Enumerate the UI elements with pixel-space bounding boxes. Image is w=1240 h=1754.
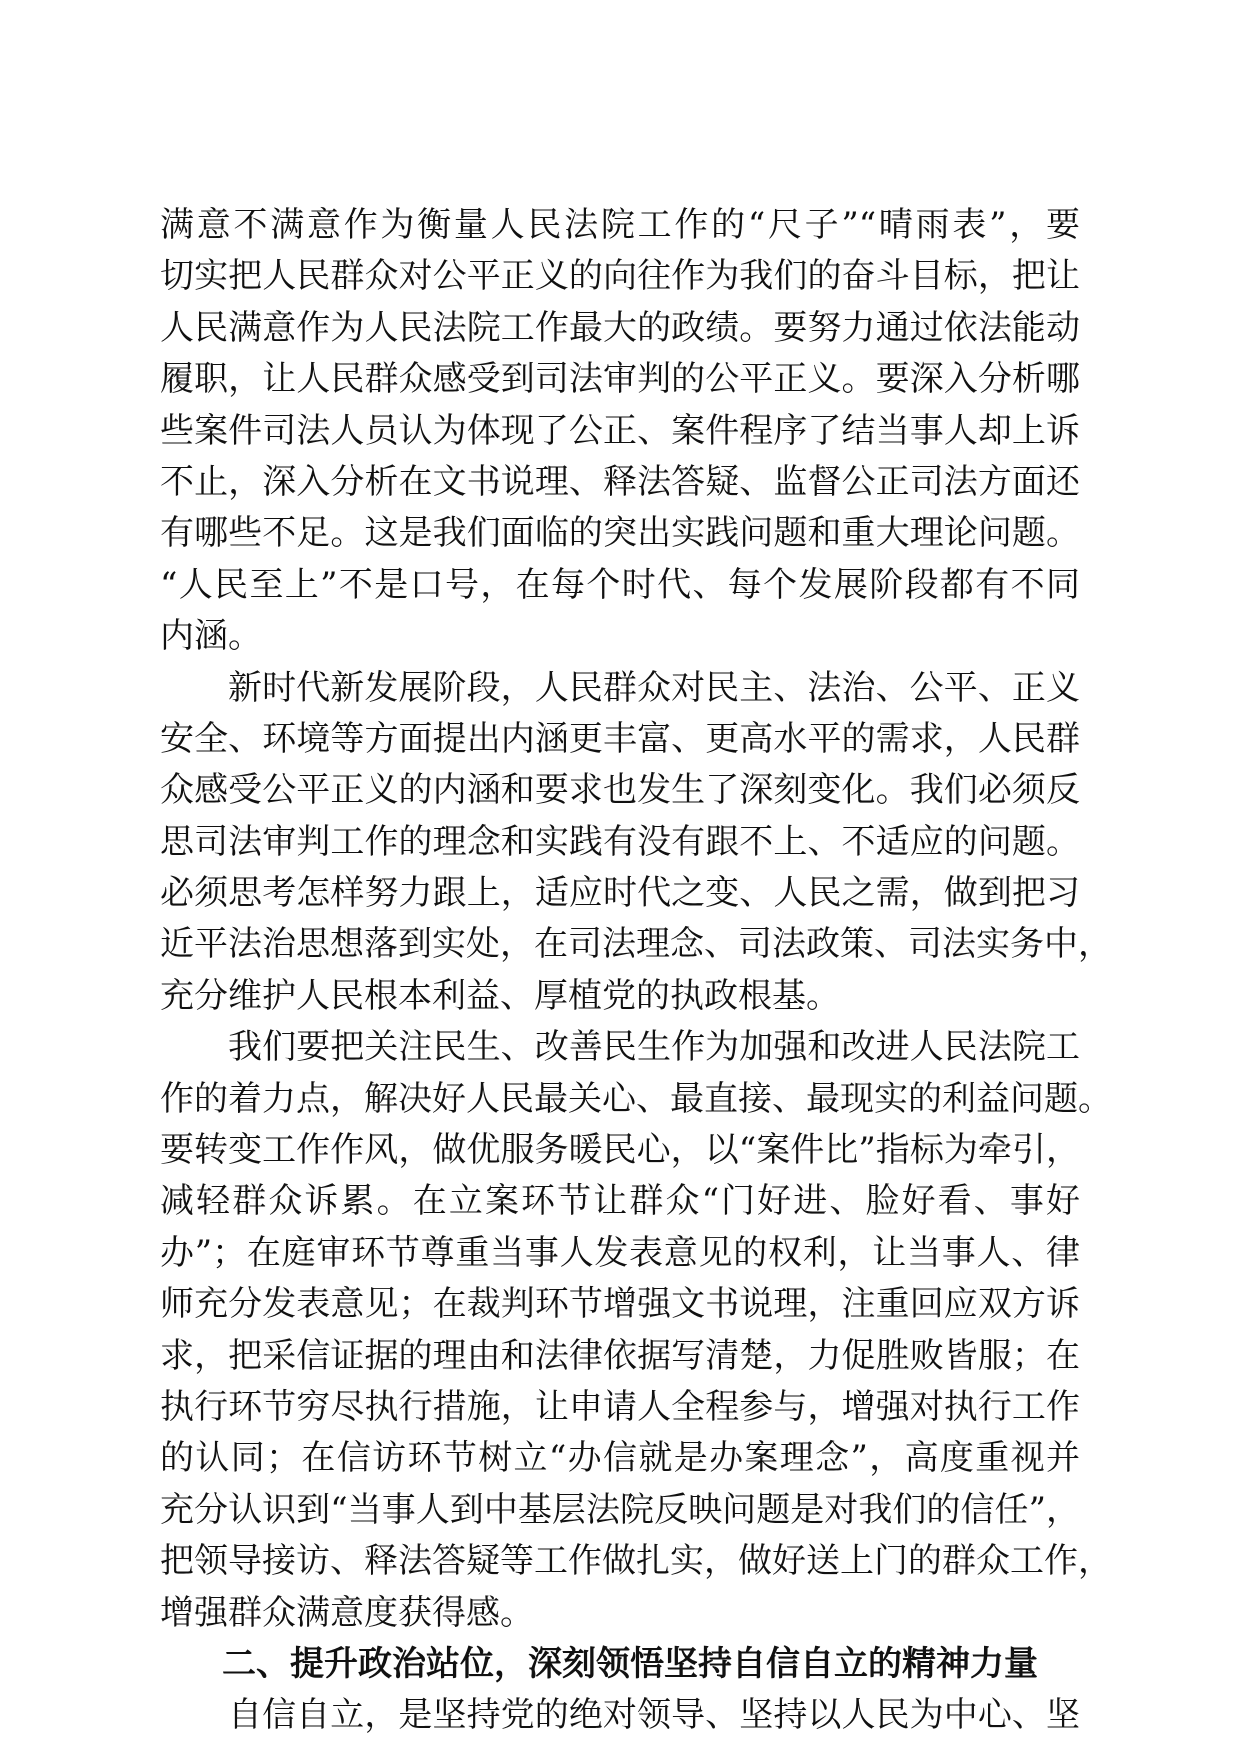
text-line: 要转变工作作风，做优服务暖民心，以“案件比”指标为牵引， bbox=[160, 1130, 1080, 1171]
text-line: 充分维护人民根本利益、厚植党的执政根基。 bbox=[160, 975, 840, 1016]
text-line: 履职，让人民群众感受到司法审判的公平正义。要深入分析哪 bbox=[160, 359, 1080, 400]
text-line: 切实把人民群众对公平正义的向往作为我们的奋斗目标，把让 bbox=[160, 256, 1080, 297]
paragraph-first-line: 我们要把关注民生、改善民生作为加强和改进人民法院工 bbox=[228, 1027, 1080, 1068]
text-line: 求，把采信证据的理由和法律依据写清楚，力促胜败皆服；在 bbox=[160, 1335, 1080, 1376]
text-line: 充分认识到“当事人到中基层法院反映问题是对我们的信任”， bbox=[160, 1489, 1080, 1530]
text-line: 安全、环境等方面提出内涵更丰富、更高水平的需求，人民群 bbox=[160, 718, 1080, 759]
text-line: 把领导接访、释法答疑等工作做扎实，做好送上门的群众工作， bbox=[160, 1541, 1112, 1582]
text-line: 众感受公平正义的内涵和要求也发生了深刻变化。我们必须反 bbox=[160, 770, 1080, 811]
text-line: 内涵。 bbox=[160, 616, 262, 657]
text-line: 必须思考怎样努力跟上，适应时代之变、人民之需，做到把习 bbox=[160, 873, 1080, 914]
text-line: 减轻群众诉累。在立案环节让群众“门好进、脸好看、事好 bbox=[160, 1181, 1080, 1222]
paragraph-first-line: 自信自立，是坚持党的绝对领导、坚持以人民为中心、坚 bbox=[228, 1695, 1080, 1736]
text-line: 执行环节穷尽执行措施，让申请人全程参与，增强对执行工作 bbox=[160, 1386, 1080, 1427]
text-line: 人民满意作为人民法院工作最大的政绩。要努力通过依法能动 bbox=[160, 307, 1080, 348]
text-line: 办”；在庭审环节尊重当事人发表意见的权利，让当事人、律 bbox=[160, 1232, 1080, 1273]
text-line: 师充分发表意见；在裁判环节增强文书说理，注重回应双方诉 bbox=[160, 1284, 1080, 1325]
section-heading: 二、提升政治站位，深刻领悟坚持自信自立的精神力量 bbox=[222, 1643, 1038, 1684]
document-body bbox=[160, 200, 1112, 1742]
text-line: 有哪些不足。这是我们面临的突出实践问题和重大理论问题。 bbox=[160, 513, 1080, 554]
text-line: 不止，深入分析在文书说理、释法答疑、监督公正司法方面还 bbox=[160, 461, 1080, 502]
text-line: 作的着力点，解决好人民最关心、最直接、最现实的利益问题。 bbox=[160, 1078, 1112, 1119]
text-line: 近平法治思想落到实处，在司法理念、司法政策、司法实务中， bbox=[160, 924, 1112, 965]
text-line: 思司法审判工作的理念和实践有没有跟不上、不适应的问题。 bbox=[160, 821, 1080, 862]
text-line: 些案件司法人员认为体现了公正、案件程序了结当事人却上诉 bbox=[160, 410, 1080, 451]
text-line: 的认同；在信访环节树立“办信就是办案理念”，高度重视并 bbox=[160, 1438, 1080, 1479]
text-line: 增强群众满意度获得感。 bbox=[160, 1592, 534, 1633]
text-line: “人民至上”不是口号，在每个时代、每个发展阶段都有不同 bbox=[160, 564, 1080, 605]
text-line: 满意不满意作为衡量人民法院工作的“尺子”“晴雨表”，要 bbox=[160, 205, 1080, 245]
paragraph-first-line: 新时代新发展阶段，人民群众对民主、法治、公平、正义 bbox=[228, 667, 1080, 708]
